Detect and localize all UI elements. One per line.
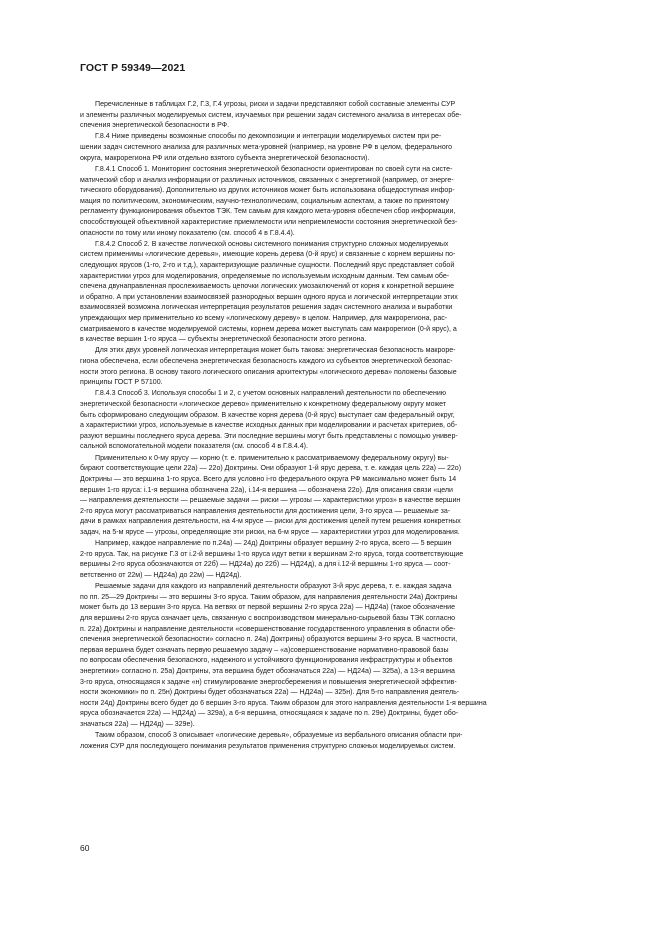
paragraph: Таким образом, способ 3 описывает «логические деревья», образуемые из вербального описания области при- ложения СУР для последующего понимания результатов применения структурно сложных моделируемых систем.: [80, 732, 463, 750]
page-number: 60: [80, 843, 90, 853]
paragraph: Г.8.4.3 Способ 3. Используя способы 1 и 2, с учетом основных направлений деятельности по обеспечению энергетической безопасности «логическое дерево» применительно к конкретному федеральному округу может быть сформировано следующим образом. В качестве корня дерева (0-й ярус) выступает сам федеральный округ, а характеристики угроз, используемые в качестве исходных данных при моделировании и расчетах критериев, об- разуют вершины последнего яруса дерева. Эти последние вершины могут быть представлены с помощью универ- сальной вспомогательной модели показателя (см. способ 4 в Г.8.4.4).: [80, 390, 458, 451]
paragraph: Г.8.4.2 Способ 2. В качестве логической основы системного понимания структурно сложных моделируемых систем применимы «логические деревья», имеющие корень дерева (0-й ярус) и связанные с корнем вершины по- следующих ярусов (1-го, 2-го и т.д.), характеризующие различные сущности. Последний ярус представляет собой характеристики угроз для моделирования, определяемые по используемым исходным данным. Тем самым обе- спечена двунаправленная прослеживаемость цепочки логических умозаключений от корня к конкретной вершине и обратно. А при установлении взаимосвязей разнородных вершин одного яруса и логической интерпретации этих взаимосвязей возможна логическая интерпретация результатов решения задач системного анализа и выработки упреждающих мер применительно ко всему «логическому дереву» в целом. Например, для макрорегиона, рас- сматриваемого в качестве моделируемой системы, корнем дерева может выступать сам макрорегион (0-й ярус), а в качестве вершин 1-го яруса — субъекты энергетической безопасности этого региона.: [80, 240, 458, 344]
paragraph: Применительно к 0-му ярусу — корню (т. е. применительно к рассматриваемому федеральному округу) вы- бирают соответствующие цели 22а) — 22о) Доктрины. Они образуют 1-й ярус дерева, т. е. каждая цель 22а) — 22о) Доктрины — это вершина 1-го яруса. Всего для условно i-го федерального округа РФ максимально может быть 14 вершин 1-го яруса: i.1-я вершина обозначена 22а), i.14-я вершина — обозначена 22о). Для описания связи «цели — направления деятельности — решаемые задачи — риски — угрозы — характеристики угроз» в качестве вершин 2-го яруса могут рассматриваться направления деятельности для достижения цели, 3-го яруса — решаемые за- дачи в рамках направления деятельности, на 4-м ярусе — риски для достижения целей путем решения конкретных задач, на 5-м ярусе — угрозы, определяющие эти риски, на 6-м ярусе — характеристики угроз для моделирования.: [80, 454, 462, 536]
paragraph: Для этих двух уровней логическая интерпретация может быть такова: энергетическая безопасность макроре- гиона обеспечена, если обеспечена энергетическая безопасность каждого из субъектов энергетической безопас- ности этого региона. В основу такого логического описания архитектуры «логического дерева» положены базовые принципы ГОСТ Р 57100.: [80, 347, 457, 387]
paragraph: Г.8.4 Ниже приведены возможные способы по декомпозиции и интеграции моделируемых систем при ре- шении задач системного анализа для различных мета-уровней (например, на уровне РФ в целом, федерального округа, макрорегиона РФ или отдельно взятого субъекта энергетической безопасности).: [80, 133, 453, 162]
standard-header: ГОСТ Р 59349—2021: [80, 62, 186, 74]
paragraph: Например, каждое направление по п.24а) — 24д) Доктрины образует вершину 2-го яруса, всего — 5 вершин 2-го яруса. Так, на рисунке Г.3 от i.2-й вершины 1-го яруса идут ветки к вершинам 2-го яруса, тогда соответствующие вершины 2-го яруса обозначаются от 22б) — НД24а) до 22б) — НД24д), а для i.12-й вершины 1-го яруса — соот- ветственно от 22м) — НД24а) до 22м) — НД24д).: [80, 540, 464, 579]
paragraph: Перечисленные в таблицах Г.2, Г.3, Г.4 угрозы, риски и задачи представляют собой составные элементы СУР и элементы различных моделируемых систем, изучаемых при решении задач системного анализа в интересах обе- спечения энергетической безопасности в РФ.: [80, 101, 462, 130]
paragraph: Решаемые задачи для каждого из направлений деятельности образуют 3-й ярус дерева, т. е. каждая задача по пп. 25—29 Доктрины — это вершины 3-го яруса. Таким образом, для направления деятельности 24а) Доктрины может быть до 13 вершин 3-го яруса. На ветвях от первой вершины 2-го яруса 22а) — НД24а) (такое обозначение для вершины 2-го яруса означает цель, связанную с воспроизводством минерально-сырьевой базы ТЭК согласно п. 22а) Доктрины и направление деятельности «совершенствование государственного управления в области обе- спечения энергетической безопасности» согласно п. 24а) Доктрины) образуются вершины 3-го яруса. В частности, первая вершина будет означать первую решаемую задачу – «а)совершенствование нормативно-правовой базы по вопросам обеспечения безопасного, надежного и устойчивого функционирования инфраструктуры и объектов энергетики» согласно п. 25а) Доктрины, эта вершина будет обозначаться 22а) — НД24а) — 325а), а 13-я вершина 3-го яруса, относящаяся к задаче «н) стимулирование энергосбережения и повышения энергетической эффектив- ности экономики» по п. 25н) Доктрины будет обозначаться 22а) — НД24а) — 325н). Для 5-го направления деятель- ности 24д) Доктрины всего будет до 6 вершин 3-го яруса. Таким образом для этого направления деятельности 1-я вершина яруса обозначается 22а) — НД24д) — 329а), а 6-я вершина, относящаяся к задаче по п. 29е) Доктрины, будет обо- значаться 22а) — НД24д) — 329е).: [80, 583, 487, 728]
document-body: [80, 100, 598, 753]
paragraph: Г.8.4.1 Способ 1. Мониторинг состояния энергетической безопасности ориентирован по своей сути на систе- матический сбор и анализ информации от различных источников, связанных с энергетикой (например, от энерге- тического оборудования). Дополнительно из других источников может быть использована общедоступная инфор- мация по политическим, экономическим, научно-технологическим, социальным аспектам, а также по принятому регламенту функционирования объектов ТЭК. Тем самым для каждого мета-уровня обеспечен сбор информации, способствующей объективной характеристике приемлемости или неприемлемости состояния энергетической без- опасности по тому или иному показателю (см. способ 4 в Г.8.4.4).: [80, 165, 458, 237]
